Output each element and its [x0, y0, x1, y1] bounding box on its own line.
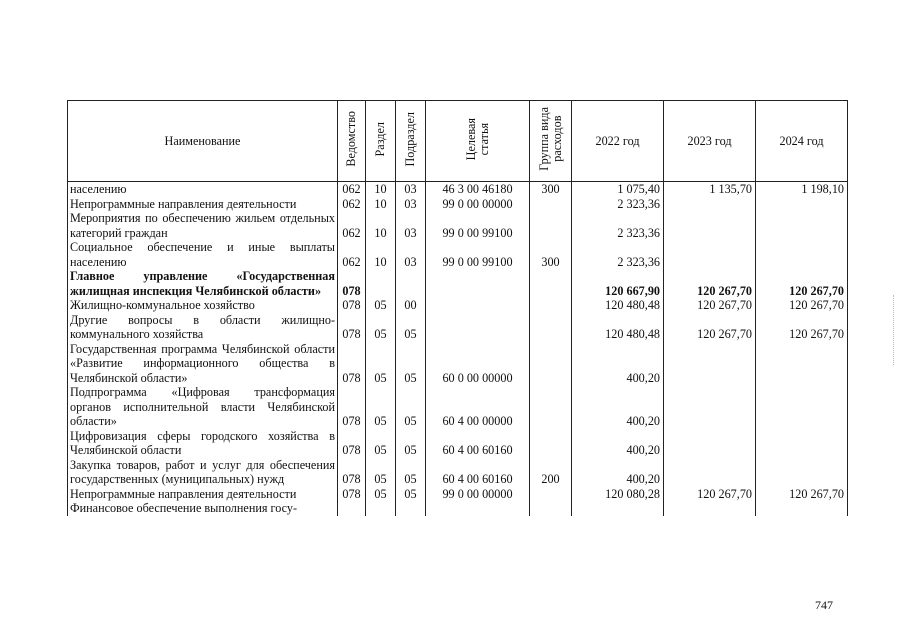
table-row	[68, 269, 848, 298]
table-row	[68, 458, 848, 487]
header-razdel: Раздел	[366, 101, 396, 182]
cell-vedomstvo: 078	[338, 269, 366, 298]
cell-gruppa-vida-rashodov: 300	[530, 240, 572, 269]
cell-tselevaya-statya	[426, 269, 530, 298]
cell-razdel: 10	[366, 197, 396, 212]
cell-vedomstvo: 062	[338, 197, 366, 212]
cell-vedomstvo: 062	[338, 182, 366, 197]
cell-2022: 120 080,28	[572, 487, 664, 502]
cell-2024	[756, 385, 848, 429]
cell-name: Финансовое обеспечение выполнения госу-	[68, 501, 338, 516]
cell-2022: 400,20	[572, 429, 664, 458]
cell-podrazdel	[396, 501, 426, 516]
cell-razdel	[366, 501, 396, 516]
cell-2024: 120 267,70	[756, 313, 848, 342]
header-2023: 2023 год	[664, 101, 756, 182]
cell-2022: 400,20	[572, 385, 664, 429]
table-row	[68, 211, 848, 240]
cell-vedomstvo: 078	[338, 385, 366, 429]
table-row	[68, 487, 848, 502]
cell-vedomstvo	[338, 501, 366, 516]
table-header-row	[68, 101, 848, 182]
cell-name: Подпрограмма «Цифровая трансформация органов исполнительной власти Челябинской области»	[68, 385, 338, 429]
cell-2022: 400,20	[572, 458, 664, 487]
cell-name: Государственная программа Челябинской области «Развитие информационного общества в Челябинской области»	[68, 342, 338, 386]
cell-name: Закупка товаров, работ и услуг для обеспечения государственных (муниципальных) нужд	[68, 458, 338, 487]
cell-tselevaya-statya: 60 4 00 00000	[426, 385, 530, 429]
header-vedomstvo: Ведомство	[338, 101, 366, 182]
cell-podrazdel: 03	[396, 182, 426, 197]
cell-razdel: 10	[366, 240, 396, 269]
cell-2022: 120 480,48	[572, 313, 664, 342]
cell-2023	[664, 429, 756, 458]
cell-tselevaya-statya: 60 4 00 60160	[426, 429, 530, 458]
cell-vedomstvo: 078	[338, 313, 366, 342]
cell-gruppa-vida-rashodov	[530, 298, 572, 313]
table-row	[68, 313, 848, 342]
header-2022: 2022 год	[572, 101, 664, 182]
margin-marks	[893, 295, 898, 365]
cell-gruppa-vida-rashodov	[530, 429, 572, 458]
cell-name: Другие вопросы в области жилищно-коммунального хозяйства	[68, 313, 338, 342]
cell-tselevaya-statya: 99 0 00 00000	[426, 197, 530, 212]
cell-2024	[756, 342, 848, 386]
cell-podrazdel: 03	[396, 240, 426, 269]
cell-tselevaya-statya	[426, 298, 530, 313]
table-row	[68, 429, 848, 458]
cell-vedomstvo: 078	[338, 487, 366, 502]
cell-podrazdel: 05	[396, 385, 426, 429]
cell-name: Цифровизация сферы городского хозяйства в Челябинской области	[68, 429, 338, 458]
cell-gruppa-vida-rashodov	[530, 501, 572, 516]
cell-2022: 400,20	[572, 342, 664, 386]
cell-2023: 1 135,70	[664, 182, 756, 197]
cell-2023	[664, 385, 756, 429]
cell-tselevaya-statya: 99 0 00 00000	[426, 487, 530, 502]
cell-podrazdel	[396, 269, 426, 298]
page-number: 747	[815, 598, 833, 612]
cell-podrazdel: 03	[396, 197, 426, 212]
cell-2024	[756, 429, 848, 458]
cell-tselevaya-statya	[426, 313, 530, 342]
cell-gruppa-vida-rashodov	[530, 197, 572, 212]
cell-gruppa-vida-rashodov: 200	[530, 458, 572, 487]
cell-gruppa-vida-rashodov	[530, 385, 572, 429]
cell-razdel: 05	[366, 313, 396, 342]
cell-2024: 1 198,10	[756, 182, 848, 197]
cell-gruppa-vida-rashodov: 300	[530, 182, 572, 197]
table-row	[68, 298, 848, 313]
cell-razdel	[366, 269, 396, 298]
cell-vedomstvo: 078	[338, 458, 366, 487]
cell-tselevaya-statya: 46 3 00 46180	[426, 182, 530, 197]
cell-name: населению	[68, 182, 338, 197]
cell-2024	[756, 501, 848, 516]
cell-podrazdel: 05	[396, 429, 426, 458]
cell-2022: 2 323,36	[572, 211, 664, 240]
header-tselevaya-statya: Целевая статья	[426, 101, 530, 182]
cell-2023: 120 267,70	[664, 269, 756, 298]
cell-razdel: 05	[366, 342, 396, 386]
budget-table-container	[67, 100, 847, 516]
cell-2023	[664, 197, 756, 212]
cell-name: Мероприятия по обеспечению жильем отдельных категорий граждан	[68, 211, 338, 240]
cell-name: Главное управление «Государственная жилищная инспекция Челябинской области»	[68, 269, 338, 298]
cell-2022	[572, 501, 664, 516]
cell-2022: 120 480,48	[572, 298, 664, 313]
cell-tselevaya-statya: 60 0 00 00000	[426, 342, 530, 386]
cell-2023: 120 267,70	[664, 487, 756, 502]
cell-podrazdel: 05	[396, 342, 426, 386]
table-row	[68, 240, 848, 269]
cell-2024	[756, 458, 848, 487]
cell-vedomstvo: 078	[338, 429, 366, 458]
cell-name: Социальное обеспечение и иные выплаты населению	[68, 240, 338, 269]
cell-2024	[756, 211, 848, 240]
cell-2023	[664, 342, 756, 386]
cell-razdel: 10	[366, 211, 396, 240]
cell-tselevaya-statya: 99 0 00 99100	[426, 240, 530, 269]
cell-vedomstvo: 078	[338, 342, 366, 386]
cell-podrazdel: 03	[396, 211, 426, 240]
cell-vedomstvo: 062	[338, 240, 366, 269]
cell-gruppa-vida-rashodov	[530, 269, 572, 298]
table-row	[68, 197, 848, 212]
cell-2023: 120 267,70	[664, 313, 756, 342]
cell-name: Жилищно-коммунальное хозяйство	[68, 298, 338, 313]
cell-vedomstvo: 078	[338, 298, 366, 313]
cell-2024	[756, 197, 848, 212]
table-row	[68, 385, 848, 429]
header-gruppa-vida-rashodov: Группа вида расходов	[530, 101, 572, 182]
header-2024: 2024 год	[756, 101, 848, 182]
cell-razdel: 05	[366, 458, 396, 487]
cell-2023	[664, 211, 756, 240]
header-name: Наименование	[68, 101, 338, 182]
cell-2024	[756, 240, 848, 269]
cell-2022: 2 323,36	[572, 240, 664, 269]
cell-vedomstvo: 062	[338, 211, 366, 240]
cell-2022: 2 323,36	[572, 197, 664, 212]
cell-2024: 120 267,70	[756, 298, 848, 313]
table-row	[68, 182, 848, 197]
cell-2024: 120 267,70	[756, 487, 848, 502]
cell-2022: 120 667,90	[572, 269, 664, 298]
cell-2022: 1 075,40	[572, 182, 664, 197]
cell-2023	[664, 458, 756, 487]
cell-gruppa-vida-rashodov	[530, 487, 572, 502]
cell-tselevaya-statya: 99 0 00 99100	[426, 211, 530, 240]
cell-podrazdel: 05	[396, 313, 426, 342]
cell-podrazdel: 05	[396, 458, 426, 487]
cell-2023: 120 267,70	[664, 298, 756, 313]
table-row	[68, 501, 848, 516]
cell-razdel: 05	[366, 487, 396, 502]
table-row	[68, 342, 848, 386]
cell-gruppa-vida-rashodov	[530, 342, 572, 386]
cell-2024: 120 267,70	[756, 269, 848, 298]
cell-podrazdel: 05	[396, 487, 426, 502]
cell-razdel: 05	[366, 298, 396, 313]
cell-gruppa-vida-rashodov	[530, 211, 572, 240]
cell-podrazdel: 00	[396, 298, 426, 313]
cell-razdel: 05	[366, 385, 396, 429]
cell-2023	[664, 240, 756, 269]
cell-name: Непрограммные направления деятельности	[68, 487, 338, 502]
header-podrazdel: Подраздел	[396, 101, 426, 182]
cell-gruppa-vida-rashodov	[530, 313, 572, 342]
cell-razdel: 05	[366, 429, 396, 458]
cell-name: Непрограммные направления деятельности	[68, 197, 338, 212]
cell-2023	[664, 501, 756, 516]
cell-tselevaya-statya: 60 4 00 60160	[426, 458, 530, 487]
budget-table	[67, 100, 848, 516]
cell-tselevaya-statya	[426, 501, 530, 516]
cell-razdel: 10	[366, 182, 396, 197]
